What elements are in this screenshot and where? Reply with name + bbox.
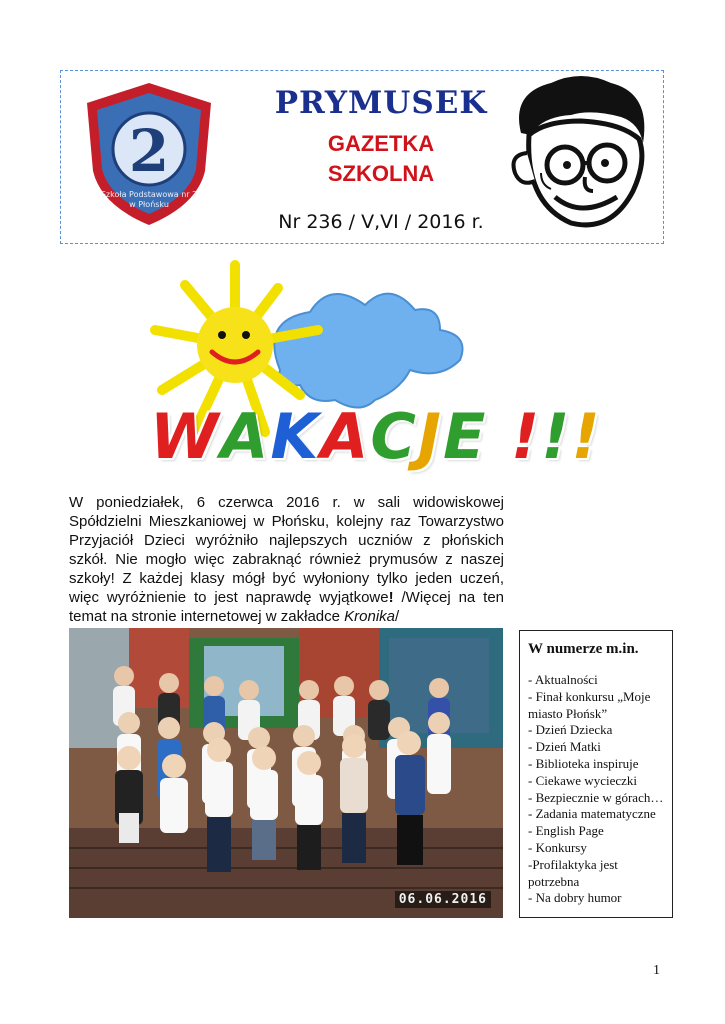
newspaper-title: PRYMUSEK <box>274 85 488 121</box>
contents-item: - Na dobry humor <box>528 890 622 906</box>
intro-exclamation: ! <box>388 589 394 606</box>
newspaper-subtitle <box>236 129 526 189</box>
banner-letter: A <box>320 400 371 473</box>
photo-date-stamp: 06.06.2016 <box>395 891 491 908</box>
contents-item: - Biblioteka inspiruje <box>528 755 639 771</box>
intro-text-3: / <box>395 608 400 625</box>
contents-title: W numerze m.in. <box>528 641 639 657</box>
contents-item: - English Page <box>528 823 604 839</box>
contents-item: - Dzień Matki <box>528 739 601 755</box>
banner-letter: ! <box>510 400 542 473</box>
banner-letter: ! <box>571 400 602 473</box>
logo-text-line1: Szkoła Podstawowa nr 2 <box>100 190 198 199</box>
intro-text-2: /Więcej na ten temat na stronie internetowej w zakładce <box>69 589 504 625</box>
issue-number: Nr 236 / V,VI / 2016 r. <box>278 211 484 233</box>
logo-number: 2 <box>128 117 170 185</box>
contents-item: -Profilaktyka jest potrzebna <box>528 856 618 889</box>
contents-item: - Bezpiecznie w górach… <box>528 789 664 805</box>
page-number: 1 <box>653 963 660 978</box>
logo-text-line2: w Płońsku <box>129 200 169 209</box>
banner-letter: J <box>417 400 443 473</box>
contents-item: - Zadania matematyczne <box>528 806 656 822</box>
issue-contents-box <box>519 630 673 918</box>
blue-cloud-icon <box>274 294 462 408</box>
banner-letter: A <box>220 400 271 473</box>
contents-item: - Finał konkursu „Moje miasto Płońsk” <box>528 688 651 721</box>
banner-letter: W <box>150 400 221 473</box>
intro-text: W poniedziałek, 6 czerwca 2016 r. w sali widowiskowej Spółdzielni Mieszkaniowej w Płońsku, kolejny raz Towarzystwo Przyjaciół Dzieci wyróżniło najlepszych uczniów z płońskich szkół. Nie mogło więc zabraknąć również prymusów z naszej szkoły! Z każdej klasy mógł być wyłoniony tylko jeden uczeń, więc wyróżnienie to jest naprawdę wyjątkowe <box>69 494 504 606</box>
contents-item: - Dzień Dziecka <box>528 722 613 738</box>
banner-letter <box>487 400 511 473</box>
group-photo <box>69 628 503 918</box>
wakacje-banner <box>150 400 602 490</box>
subtitle-line2: SZKOLNA <box>327 161 435 186</box>
banner-letter: E <box>443 400 488 473</box>
kronika-link[interactable]: Kronika <box>344 608 396 625</box>
mascot-boy-face-icon <box>501 73 661 241</box>
contents-list <box>528 672 664 907</box>
subtitle-line1: GAZETKA <box>327 131 435 156</box>
banner-letter: ! <box>541 400 572 473</box>
group-photo-illustration <box>69 628 503 918</box>
contents-item: - Konkursy <box>528 839 587 855</box>
banner-letter: K <box>270 400 321 473</box>
contents-item: - Aktualności <box>528 672 598 687</box>
masthead <box>60 70 664 244</box>
school-logo-icon <box>79 79 219 229</box>
contents-item: - Ciekawe wycieczki <box>528 772 638 788</box>
banner-letter: C <box>370 400 418 473</box>
intro-paragraph <box>69 493 504 626</box>
